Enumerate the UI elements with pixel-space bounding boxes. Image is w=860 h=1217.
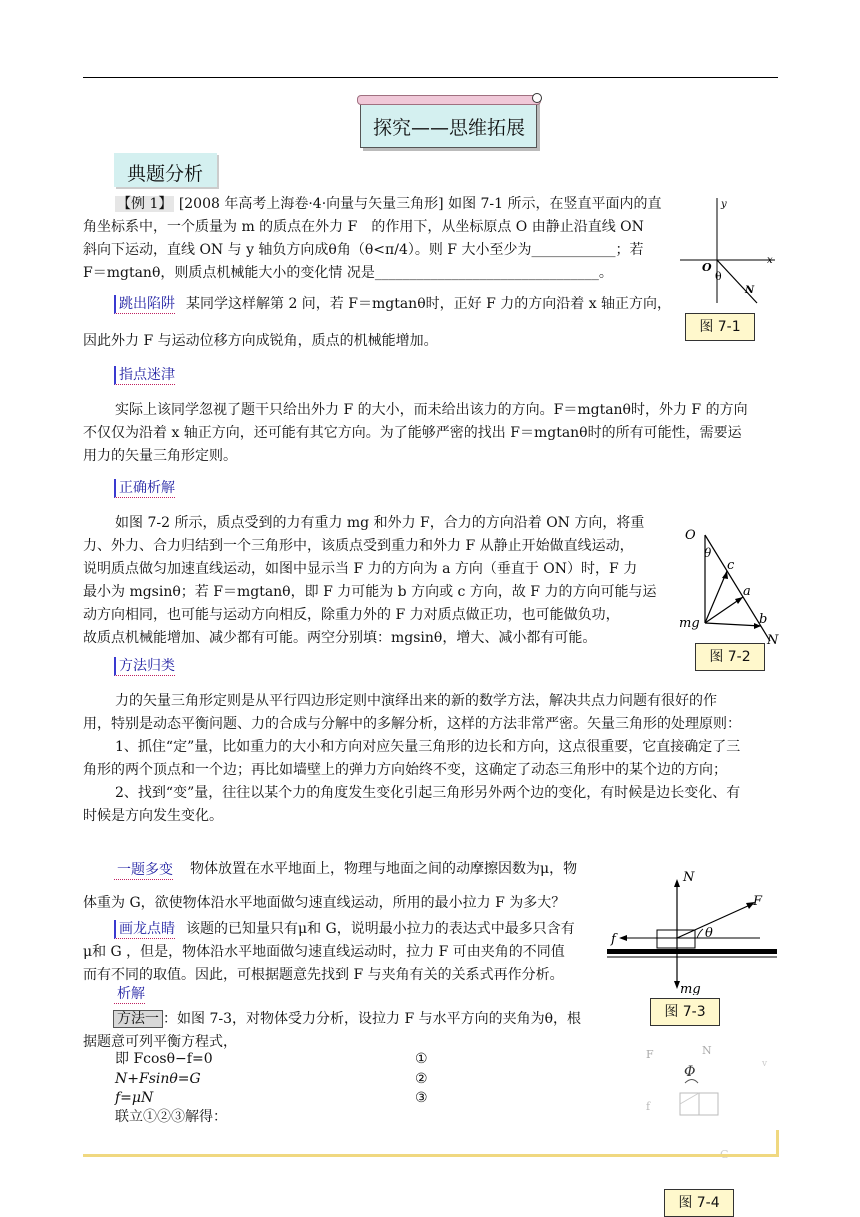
analysis-line-2: 力、外力、合力归结到一个三角形中，该质点受到重力和外力 F 从静止开始做直线运动， [83, 538, 634, 554]
figure-7-1-diagram [675, 193, 785, 308]
arrow-n [674, 879, 680, 887]
analysis-line-5: 动方向相同，也可能与运动方向相反，除重力外的 F 力对质点做正功，也可能做负功， [83, 607, 620, 623]
hint-tag-label: 指点迷津 [119, 367, 175, 383]
example-source: [2008 年高考上海卷·4·向量与矢量三角形] [178, 196, 444, 212]
analysis-line-1: 如图 7-2 所示，质点受到的力有重力 mg 和外力 F，合力的方向沿着 ON 方向，将重 [115, 515, 645, 531]
finish-tag [114, 920, 175, 939]
label-n: N [745, 285, 755, 296]
analysis-line-6: 故质点机械能增加、减少都有可能。两空分别填：mgsinθ，增大、减小都有可能。 [83, 630, 597, 646]
bottom-rule [83, 1154, 778, 1157]
ground [607, 949, 777, 954]
bottom-rule-corner [776, 1130, 779, 1157]
label-theta: θ [715, 270, 722, 283]
figure-7-4-diagram [640, 1040, 780, 1160]
section-heading-box [114, 153, 217, 187]
hint-line-3: 用力的矢量三角形定则。 [83, 448, 237, 464]
figure-7-3-caption: 图 7-3 [650, 998, 720, 1026]
label-o: O [702, 261, 712, 274]
analysis-tag-label: 正确析解 [119, 480, 175, 496]
label-theta: θ [705, 926, 713, 941]
method-tag-label: 方法归类 [119, 658, 175, 674]
figure-7-3-diagram [605, 865, 780, 995]
equation-3: f=μN [115, 1090, 154, 1106]
phi-arc [685, 1080, 698, 1084]
section-heading: 典题分析 [127, 163, 204, 185]
label-n: N [702, 1044, 712, 1057]
finish-line-1: 该题的已知量只有μ和 G，说明最小拉力的表达式中最多只含有 [186, 921, 575, 937]
method-line-1: 力的矢量三角形定则是从平行四边形定则中演绎出来的新的数学方法，解决共点力问题有很好的作 [115, 693, 717, 709]
hint-tag [114, 366, 175, 385]
vector-f [677, 905, 750, 938]
method-line-2: 用，特别是动态平衡问题、力的合成与分解中的多解分析，这样的方法非常严密。矢量三角形的处理原则： [83, 716, 741, 732]
label-mg: mg [679, 616, 700, 631]
trap-tag-label: 跳出陷阱 [119, 296, 175, 312]
label-n: N [767, 633, 779, 645]
arrow-friction [619, 935, 627, 941]
equation-2: N+Fsinθ=G [115, 1071, 201, 1087]
method1-line-2: 据题意可列平衡方程式， [83, 1034, 237, 1050]
method-line-4: 角形的两个顶点和一个边；再比如墙壁上的弹力方向始终不变，这确定了动态三角形中的某个边的方向； [83, 762, 727, 778]
label-friction: f [611, 932, 616, 947]
banner-ring-decoration [532, 93, 542, 103]
method1-tag: 方法一 [113, 1010, 163, 1028]
label-v: v [762, 1059, 768, 1069]
analysis-tag [114, 479, 175, 498]
solve-tag [114, 985, 145, 1004]
variant-tag-label: 一题多变 [117, 862, 173, 878]
equation-2-number: ② [415, 1071, 428, 1087]
equation-1-number: ① [415, 1051, 428, 1067]
method-line-3: 1、抓住“定”量，比如重力的大小和方向对应矢量三角形的边长和方向，这点很重要，它直接确定了三 [115, 739, 741, 755]
figure-7-2-caption: 图 7-2 [695, 643, 765, 671]
label-a: a [743, 584, 751, 599]
label-x: x [767, 255, 773, 266]
method1-text: ：如图 7-3，对物体受力分析，设拉力 F 与水平方向的夹角为θ，根 [163, 1011, 582, 1027]
trap-tag [114, 295, 175, 314]
label-c: c [727, 558, 735, 573]
variant-line-1: 物体放置在水平地面上，物理与地面之间的动摩擦因数为μ，物 [190, 861, 578, 877]
method-tag [114, 657, 175, 676]
example-text-1: 如图 7-1 所示，在竖直平面内的直 [448, 196, 662, 212]
label-o: O [685, 528, 696, 543]
method-line-6: 时候是方向发生变化。 [83, 808, 223, 824]
variant-tag [114, 861, 173, 880]
figure-7-1-caption: 图 7-1 [685, 313, 755, 341]
figure-7-2-diagram [675, 523, 785, 645]
chapter-title-banner [360, 100, 537, 148]
analysis-line-4: 最小为 mgsinθ；若 F＝mgtanθ，即 F 力可能为 b 方向或 c 方向，故 F 力的方向可能与运 [83, 584, 657, 600]
finish-tag-label: 画龙点睛 [119, 921, 175, 937]
label-f2: f [646, 1100, 651, 1113]
hint-line-2: 不仅仅为沿着 x 轴正方向，还可能有其它方向。为了能够严密的找出 F＝mgtanθ时的所有可能性，需要运 [83, 425, 742, 441]
example-line-4: F＝mgtanθ，则质点机械能大小的变化情 况是________________________________。 [83, 265, 613, 281]
chapter-title: 探究——思维拓展 [373, 117, 526, 139]
figure-7-4-caption: 图 7-4 [664, 1189, 734, 1217]
finish-line-2: μ和 G ，但是，物体沿水平地面做匀速直线运动时，拉力 F 可由夹角的不同值 [83, 944, 565, 960]
method-line-5: 2、找到“变”量，往往以某个力的角度发生变化引起三角形另外两个边的变化，有时候是边长变化、有 [115, 785, 741, 801]
label-f: F [753, 894, 763, 909]
label-y: y [721, 199, 727, 210]
banner-scroll-decoration [357, 95, 541, 105]
equation-1: 即 Fcosθ−f=0 [115, 1051, 213, 1067]
method1-conclusion: 联立①②③解得： [115, 1109, 227, 1125]
label-b: b [759, 612, 768, 627]
hint-line-1: 实际上该同学忽视了题干只给出外力 F 的大小，而未给出该力的方向。F＝mgtanθ时，外力 F 的方向 [115, 402, 748, 418]
equation-3-number: ③ [415, 1090, 428, 1106]
solve-tag-label: 析解 [117, 986, 145, 1002]
finish-line-3: 而有不同的取值。因此，可根据题意先找到 F 与夹角有关的关系式再作分析。 [83, 967, 564, 983]
label-phi: Φ [684, 1064, 696, 1080]
angle-arc [697, 929, 703, 938]
label-f: F [646, 1048, 654, 1061]
arrow-a [735, 597, 743, 604]
top-rule [83, 77, 778, 78]
analysis-line-3: 说明质点做匀加速直线运动，如图中显示当 F 力的方向为 a 方向（垂直于 ON）时，F 力 [83, 561, 638, 577]
example-line-2: 角坐标系中，一个质量为 m 的质点在外力 F 的作用下，从坐标原点 O 由静止沿直线 ON [83, 219, 644, 235]
label-mg: mg [680, 982, 701, 995]
label-theta: θ [704, 546, 712, 560]
example-line-3: 斜向下运动，直线 ON 与 y 轴负方向成θ角（θ<π/4）。则 F 大小至少为____________；若 [83, 242, 644, 258]
label-n: N [683, 870, 695, 885]
block-diagonal [680, 1093, 699, 1104]
trap-line-2: 因此外力 F 与运动位移方向成锐角，质点的机械能增加。 [83, 333, 438, 349]
trap-line-1: 某同学这样解第 2 问，若 F＝mgtanθ时，正好 F 力的方向沿着 x 轴正方向， [186, 296, 672, 312]
variant-line-2: 体重为 G，欲使物体沿水平地面做匀速直线运动，所用的最小拉力 F 为多大？ [83, 895, 566, 911]
vector-b [705, 623, 761, 626]
example-tag: 【例 1】 [117, 196, 173, 212]
